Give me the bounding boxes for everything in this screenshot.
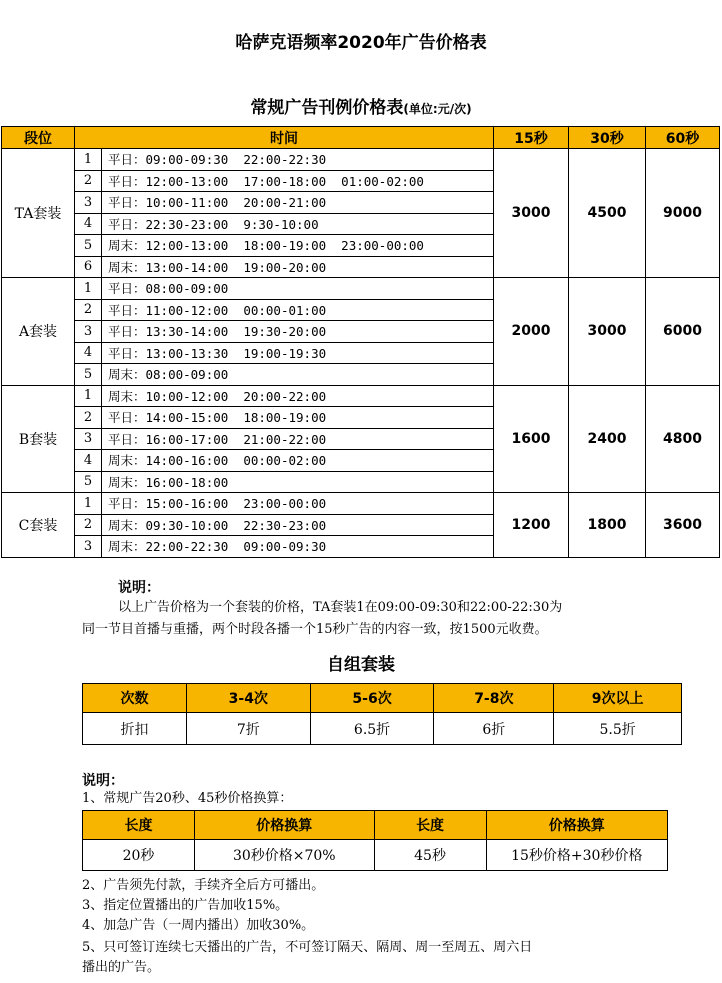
slot-time: 周末：14:00-16:00 00:00-02:00: [102, 450, 494, 472]
price-30s: 3000: [569, 278, 646, 386]
conv-header-length-2: 长度: [374, 811, 486, 840]
price-60s: 3600: [646, 493, 720, 558]
price-15s: 3000: [494, 149, 569, 278]
slot-time: 平日：12:00-13:00 17:00-18:00 01:00-02:00: [102, 170, 494, 192]
slot-time: 周末：08:00-09:00: [102, 364, 494, 386]
price-table-title-text: 常规广告刊例价格表: [250, 98, 404, 118]
price-table-body: [2, 149, 720, 558]
header-segment: 段位: [2, 127, 75, 149]
note1-heading: 说明：: [118, 580, 160, 596]
package-name: C套装: [2, 493, 75, 558]
slot-number: 2: [75, 299, 102, 321]
slot-time: 周末：13:00-14:00 19:00-20:00: [102, 256, 494, 278]
combo-title: 自组套装: [327, 655, 395, 675]
package-name: B套装: [2, 385, 75, 493]
conv-value-price-1: 30秒价格×70%: [195, 840, 375, 871]
slot-number: 4: [75, 342, 102, 364]
slot-time: 平日：08:00-09:00: [102, 278, 494, 300]
header-15s: 15秒: [494, 127, 569, 149]
slot-time: 平日：13:30-14:00 19:30-20:00: [102, 321, 494, 343]
price-15s: 2000: [494, 278, 569, 386]
slot-time: 周末：10:00-12:00 20:00-22:00: [102, 385, 494, 407]
note2-item5a: 5、只可签订连续七天播出的广告，不可签订隔天、隔周、周一至周五、周六日: [82, 940, 533, 955]
slot-time: 平日：16:00-17:00 21:00-22:00: [102, 428, 494, 450]
price-60s: 6000: [646, 278, 720, 386]
conversion-value-row: [83, 840, 668, 871]
note2-item2: 2、广告须先付款，手续齐全后方可播出。: [82, 878, 325, 893]
price-table-header: [2, 127, 720, 149]
slot-number: 2: [75, 170, 102, 192]
slot-number: 3: [75, 192, 102, 214]
header-30s: 30秒: [569, 127, 646, 149]
combo-value-3-4: 7折: [186, 713, 310, 745]
combo-table: [82, 683, 682, 745]
combo-value-label: 折扣: [83, 713, 187, 745]
header-60s: 60秒: [646, 127, 720, 149]
combo-value-9plus: 5.5折: [554, 713, 682, 745]
slot-time: 周末：22:00-22:30 09:00-09:30: [102, 536, 494, 558]
combo-header-5-6: 5-6次: [310, 684, 434, 713]
slot-number: 5: [75, 364, 102, 386]
price-60s: 4800: [646, 385, 720, 493]
conv-header-length-1: 长度: [83, 811, 195, 840]
combo-header-3-4: 3-4次: [186, 684, 310, 713]
combo-value-row: [83, 713, 682, 745]
conv-value-price-2: 15秒价格+30秒价格: [486, 840, 667, 871]
conv-header-price-2: 价格换算: [486, 811, 667, 840]
package-name: TA套装: [2, 149, 75, 278]
slot-time: 平日：10:00-11:00 20:00-21:00: [102, 192, 494, 214]
conv-value-length-2: 45秒: [374, 840, 486, 871]
slot-time: 平日：11:00-12:00 00:00-01:00: [102, 299, 494, 321]
slot-number: 5: [75, 471, 102, 493]
slot-number: 2: [75, 514, 102, 536]
combo-header-count: 次数: [83, 684, 187, 713]
conversion-header-row: [83, 811, 668, 840]
slot-time: 平日：15:00-16:00 23:00-00:00: [102, 493, 494, 515]
note1-line2: 同一节目首播与重播，两个时段各播一个15秒广告的内容一致，按1500元收费。: [82, 622, 548, 637]
note2-item1: 1、常规广告20秒、45秒价格换算：: [82, 791, 293, 806]
package-name: A套装: [2, 278, 75, 386]
slot-number: 3: [75, 536, 102, 558]
price-30s: 4500: [569, 149, 646, 278]
unit-note: (单位:元/次): [403, 102, 472, 116]
slot-time: 周末：16:00-18:00: [102, 471, 494, 493]
table-row: [2, 278, 720, 300]
slot-number: 1: [75, 385, 102, 407]
slot-number: 5: [75, 235, 102, 257]
slot-number: 1: [75, 278, 102, 300]
slot-number: 4: [75, 213, 102, 235]
price-15s: 1600: [494, 385, 569, 493]
slot-time: 平日：22:30-23:00 9:30-10:00: [102, 213, 494, 235]
table-row: [2, 149, 720, 171]
slot-time: 平日：09:00-09:30 22:00-22:30: [102, 149, 494, 171]
slot-number: 1: [75, 149, 102, 171]
combo-header-7-8: 7-8次: [434, 684, 554, 713]
price-30s: 1800: [569, 493, 646, 558]
note2-item5b: 播出的广告。: [82, 960, 161, 975]
slot-time: 平日：13:00-13:30 19:00-19:30: [102, 342, 494, 364]
page-title: 哈萨克语频率2020年广告价格表: [235, 33, 487, 53]
note2-heading: 说明：: [82, 773, 124, 789]
table-row: [2, 385, 720, 407]
price-15s: 1200: [494, 493, 569, 558]
conv-header-price-1: 价格换算: [195, 811, 375, 840]
price-30s: 2400: [569, 385, 646, 493]
price-table-title: [0, 93, 722, 118]
slot-number: 6: [75, 256, 102, 278]
conversion-table: [82, 810, 668, 871]
note2-item3: 3、指定位置播出的广告加收15%。: [82, 898, 289, 913]
slot-number: 2: [75, 407, 102, 429]
slot-time: 周末：09:30-10:00 22:30-23:00: [102, 514, 494, 536]
slot-number: 3: [75, 321, 102, 343]
combo-value-5-6: 6.5折: [310, 713, 434, 745]
slot-time: 平日：14:00-15:00 18:00-19:00: [102, 407, 494, 429]
slot-number: 4: [75, 450, 102, 472]
slot-number: 1: [75, 493, 102, 515]
header-time: 时间: [75, 127, 494, 149]
price-60s: 9000: [646, 149, 720, 278]
table-row: [2, 493, 720, 515]
note1-line1: 以上广告价格为一个套装的价格，TA套装1在09:00-09:30和22:00-22:30为: [118, 600, 563, 615]
price-table: [1, 126, 720, 558]
combo-header-9plus: 9次以上: [554, 684, 682, 713]
combo-header-row: [83, 684, 682, 713]
slot-time: 周末：12:00-13:00 18:00-19:00 23:00-00:00: [102, 235, 494, 257]
note2-item4: 4、加急广告（一周内播出）加收30%。: [82, 918, 315, 933]
slot-number: 3: [75, 428, 102, 450]
combo-value-7-8: 6折: [434, 713, 554, 745]
conv-value-length-1: 20秒: [83, 840, 195, 871]
